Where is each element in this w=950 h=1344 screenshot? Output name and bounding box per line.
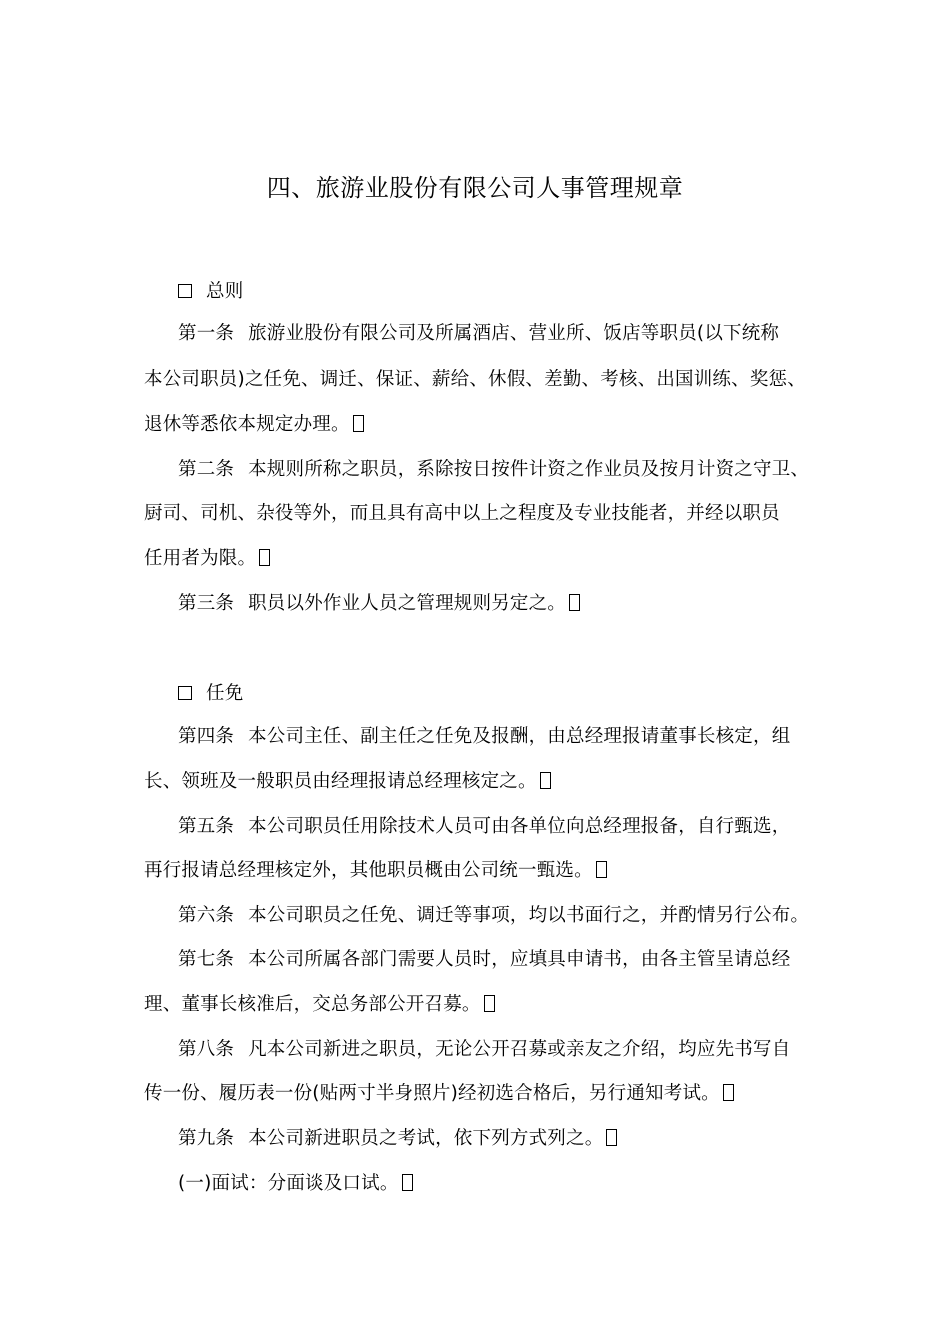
article-text: 退休等悉依本规定办理。 — [144, 414, 350, 435]
missing-glyph-icon — [540, 772, 551, 789]
article-5-line-1 — [178, 813, 790, 841]
article-4-line-2 — [144, 768, 551, 796]
list-item-text: (一)面试：分面谈及口试。 — [178, 1173, 399, 1194]
checkbox-square-icon — [178, 686, 192, 700]
article-number: 第三条 — [178, 593, 235, 614]
missing-glyph-icon — [353, 415, 364, 432]
article-number: 第七条 — [178, 949, 235, 970]
article-3-line-1 — [178, 590, 580, 618]
section-heading-label: 总则 — [206, 281, 244, 302]
article-number: 第六条 — [178, 905, 235, 926]
article-2-line-2: 厨司、司机、杂役等外，而且具有高中以上之程度及专业技能者，并经以职员 — [144, 503, 780, 524]
article-2-line-3 — [144, 545, 270, 573]
article-1-line-2: 本公司职员)之任免、调迁、保证、薪给、休假、差勤、考核、出国训练、奖惩、 — [144, 369, 806, 390]
article-text: 本公司所属各部门需要人员时，应填具申请书，由各主管呈请总经 — [248, 949, 791, 970]
article-number: 第五条 — [178, 816, 235, 837]
article-number: 第一条 — [178, 323, 235, 344]
article-text: 凡本公司新进之职员，无论公开召募或亲友之介绍，均应先书写自 — [248, 1039, 791, 1060]
article-text: 再行报请总经理核定外，其他职员概由公司统一甄选。 — [144, 860, 593, 881]
section-heading-appointment — [178, 680, 243, 708]
article-text: 任用者为限。 — [144, 548, 257, 569]
missing-glyph-icon — [569, 594, 580, 611]
article-1-line-1 — [178, 320, 779, 348]
article-text: 本公司职员任用除技术人员可由各单位向总经理报备，自行甄选， — [248, 816, 791, 837]
article-text: 本公司新进职员之考试，依下列方式列之。 — [248, 1128, 604, 1149]
article-number: 第四条 — [178, 726, 235, 747]
article-5-line-2 — [144, 857, 607, 885]
document-title: 四、旅游业股份有限公司人事管理规章 — [266, 174, 684, 202]
section-heading-general — [178, 278, 243, 306]
article-number: 第二条 — [178, 459, 235, 480]
article-8-line-2 — [144, 1080, 734, 1108]
checkbox-square-icon — [178, 284, 192, 298]
article-number: 第八条 — [178, 1039, 235, 1060]
missing-glyph-icon — [723, 1084, 734, 1101]
article-text: 本公司主任、副主任之任免及报酬，由总经理报请董事长核定，组 — [248, 726, 791, 747]
missing-glyph-icon — [606, 1129, 617, 1146]
article-1-line-3 — [144, 411, 364, 439]
missing-glyph-icon — [259, 549, 270, 566]
article-text: 理、董事长核准后，交总务部公开召募。 — [144, 994, 481, 1015]
article-2-line-1 — [178, 456, 809, 484]
article-7-line-2 — [144, 991, 495, 1019]
article-8-line-1 — [178, 1036, 790, 1064]
article-4-line-1 — [178, 723, 790, 751]
article-text: 旅游业股份有限公司及所属酒店、营业所、饭店等职员(以下统称 — [248, 323, 780, 344]
missing-glyph-icon — [596, 861, 607, 878]
list-item-one — [178, 1170, 413, 1198]
article-text: 本规则所称之职员，系除按日按件计资之作业员及按月计资之守卫、 — [248, 459, 810, 480]
article-9-line-1 — [178, 1125, 617, 1153]
article-text: 长、领班及一般职员由经理报请总经理核定之。 — [144, 771, 537, 792]
article-number: 第九条 — [178, 1128, 235, 1149]
section-heading-label: 任免 — [206, 683, 244, 704]
missing-glyph-icon — [402, 1174, 413, 1191]
article-6-line-1 — [178, 902, 809, 930]
article-text: 传一份、履历表一份(贴两寸半身照片)经初选合格后，另行通知考试。 — [144, 1083, 720, 1104]
article-7-line-1 — [178, 946, 790, 974]
article-text: 本公司职员之任免、调迁等事项，均以书面行之，并酌情另行公布。 — [248, 905, 810, 926]
missing-glyph-icon — [484, 995, 495, 1012]
article-text: 职员以外作业人员之管理规则另定之。 — [248, 593, 567, 614]
